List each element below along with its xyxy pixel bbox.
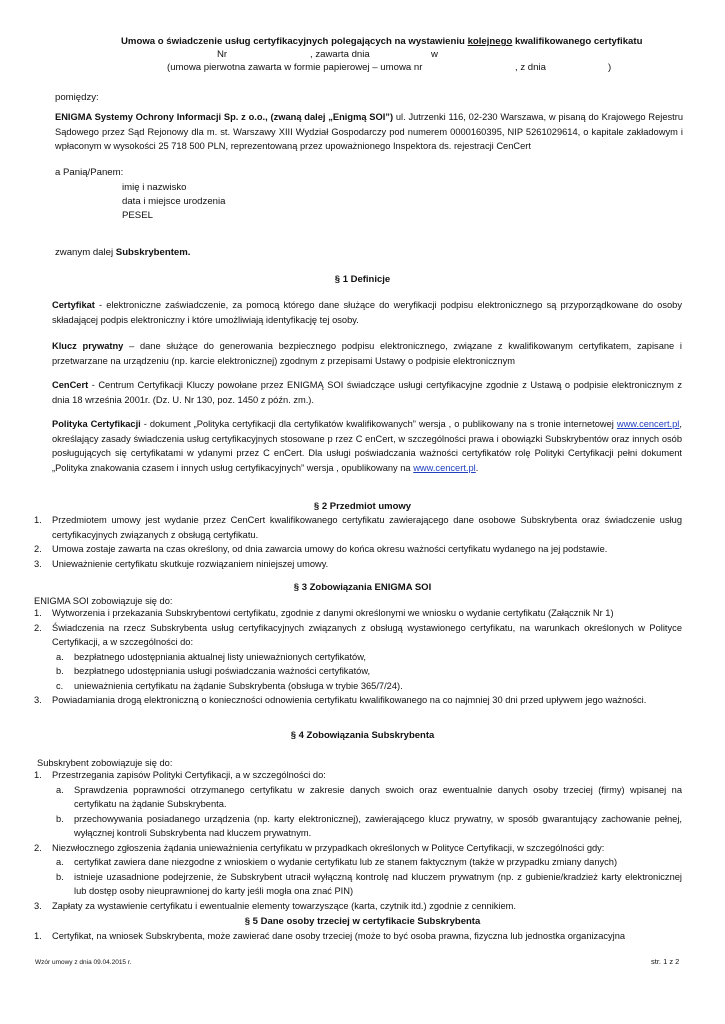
title-text-post: kwalifikowanego certyfikatu [512,36,643,47]
def-policy-part1: - dokument „Polityka certyfikacji dla certyfikatów kwalifikowanych” wersja , o publikowany na s tronie internetowej [140,419,617,429]
list-item: 3. Zapłaty za wystawienie certyfikatu i ewentualnie elementy towarzyszące (karta, czytnik itd.) zgodnie z cennikiem. [34,900,517,911]
list-item: 1. Certyfikat, na wniosek Subskrybenta, może zawierać dane osoby trzeciej (może to być osoba prawna, fizyczna lub jednostka organizacyjna [34,931,626,941]
between-label: pomiędzy: [55,92,99,103]
enigma-party-name: ENIGMA Systemy Ochrony Informacji Sp. z o.o., (zwaną dalej „Enigmą SOI”) [55,112,394,122]
contract-place-label: w [431,49,438,60]
enigma-party-details: ul. Jutrzenki 116, 02-230 Warszawa, w pisaną do Krajowego Rejestru Sądowego przez Sąd Rejonowy dla m. st. Warszawy XIII Wydział Gospodarczy pod numerem 0000160395, NIP 5261029614, o kapitale zakładowym i wpłaconym w wysokości 25 718 500 PLN, reprezentowaną przez upoważnionego Inspektora ds. rejestracji CenCert [55,112,683,151]
sub-list-item: a. Sprawdzenia poprawności otrzymanego certyfikatu w zakresie danych swoich oraz ewentualnie danych osoby trzeciej (firmy) wpisanej na certyfikatu na żądanie Subskrybenta. [56,784,682,809]
term-certificate: Certyfikat [52,300,95,310]
definition-policy [52,417,682,475]
subscriber-alias [55,247,190,259]
list-item: 2. Niezwłocznego zgłoszenia żądania unieważnienia certyfikatu w przypadkach określonych w Polityce Certyfikacji, w szczególności gdy: [34,842,605,853]
field-name: imię i nazwisko [122,182,187,193]
section-5-list [34,929,682,944]
field-birth: data i miejsce urodzenia [122,196,226,207]
section-2-list [34,513,682,571]
list-item: 2. Umowa zostaje zawarta na czas określony, od dnia zawarcia umowy do końca okresu ważności certyfikatu wydanego na jej podstawie. [34,544,608,554]
section-4-list [34,768,682,913]
original-contract-close: ) [608,62,612,73]
subscriber-party-label: a Panią/Panem: [55,167,124,178]
title-text-underlined: kolejnego [467,36,513,47]
term-cencert: CenCert [52,380,89,390]
definition-certificate [52,298,682,327]
def-private-key: – dane służące do generowania bezpiecznego podpisu elektronicznego, związane z kwalifikowanym certyfikatem, zapisane i przetwarzane na urządzeniu (np. karcie elektronicznej) zgodnym z przepisami Ustawy o podpisie elektronicznym [52,341,682,366]
cencert-link-1[interactable]: www.cencert.pl [616,419,680,429]
section-4-heading: § 4 Zobowiązania Subskrybenta [290,730,435,741]
title-text-pre: Umowa o świadczenie usług certyfikacyjnych polegających na wystawieniu [121,36,468,47]
original-contract-date-label: , z dnia [515,62,546,73]
footer-page-number: str. 1 z 2 [651,957,680,966]
footer-template-date: Wzór umowy z dnia 09.04.2015 r. [35,959,132,966]
section-3-intro: ENIGMA SOI zobowiązuje się do: [34,596,173,606]
original-contract-label: (umowa pierwotna zawarta w formie papierowej – umowa nr [167,62,423,73]
term-private-key: Klucz prywatny [52,341,124,351]
subscriber-alias-pre: zwanym dalej [55,247,116,258]
list-item: 3. Powiadamiania drogą elektroniczną o konieczności odnowienia certyfikatu kwalifikowanego na co najmniej 30 dni przed upływem jego ważności. [34,695,647,705]
sub-list-item: c. unieważnienia certyfikatu na żądanie Subskrybenta (obsługa w trybie 365/7/24). [56,680,403,691]
section-1-heading: § 1 Definicje [334,274,391,285]
def-certificate: - elektroniczne zaświadczenie, za pomocą którego dane służące do weryfikacji podpisu elektronicznego są przyporządkowane do osoby składającej podpis elektroniczny i które umożliwiają identyfikację tej osoby. [52,300,682,325]
list-item: 1. Przedmiotem umowy jest wydanie przez CenCert kwalifikowanego certyfikatu zawierającego dane osobowe Subskrybenta oraz świadczenie usług certyfikacyjnych związanych z obsługą certyfikatu. [34,515,682,540]
definition-cencert [52,378,682,407]
def-policy-part3: . [475,462,479,473]
sub-list-item: a. bezpłatnego udostępniania aktualnej listy unieważnionych certyfikatów, [56,651,367,662]
list-item: 3. Unieważnienie certyfikatu skutkuje rozwiązaniem niniejszej umowy. [34,558,329,569]
list-item: 2. Świadczenia na rzecz Subskrybenta usług certyfikacyjnych związanych z obsługą wystawionego certyfikatu, na warunkach określonych w Polityce Certyfikacji, a w szczególności do: [34,622,682,647]
sub-list-item: b. przechowywania posiadanego urządzenia (np. karty elektronicznej), zawierającego klucz prywatny, w sposób gwarantujący zachowanie pełnej, wyłącznej kontroli Subskrybenta nad kluczem prywatnym. [56,813,682,838]
def-cencert: - Centrum Certyfikacji Kluczy powołane przez ENIGMĄ SOI świadczące usługi certyfikacyjne zgodnie z Ustawą o podpisie elektronicznym z dnia 18 września 2001r. (Dz. U. Nr 130, poz. 1450 z późn. zm.). [52,380,682,405]
contract-title [121,36,642,48]
definition-private-key [52,339,682,368]
section-3-list [34,606,682,708]
sub-list-item: a. certyfikat zawiera dane niezgodne z wnioskiem o wydanie certyfikatu lub ze stanem faktycznym (także w przypadku zmiany danych) [56,857,618,867]
sub-list-item: b. istnieje uzasadnione podejrzenie, że Subskrybent utracił wyłączną kontrolę nad kluczem prywatnym (np. z gubienie/kradzież karty elektronicznej lub dostęp osoby nieuprawnionej do karty jeśli mogła ona znać PIN) [56,871,682,896]
enigma-party-paragraph [55,110,683,154]
cencert-link-2[interactable]: www.cencert.pl [413,462,476,473]
section-2-heading: § 2 Przedmiot umowy [313,501,412,512]
section-3-heading: § 3 Zobowiązania ENIGMA SOI [293,582,432,593]
section-5-heading: § 5 Dane osoby trzeciej w certyfikacie Subskrybenta [244,916,481,927]
term-policy: Polityka Certyfikacji [52,419,141,429]
contract-date-label: , zawarta dnia [310,49,370,60]
contract-number-label: Nr [217,49,228,60]
field-pesel: PESEL [122,210,153,221]
def-policy-part2: , określający zasady świadczenia usług certyfikacyjnych stosowane p rzez C enCert, w szczególności prawa i obowiązki Subskrybentów oraz innych osób posługujących się certyfikatami w ydanymi przez C enCert. Dla usługi poświadczania ważności certyfikatów rolę Polityki Certyfikacji pełni dokument „Polityka znakowania czasem i innych usług certyfikacyjnych” wersja , opublikowany na [52,419,682,473]
list-item: 1. Przestrzegania zapisów Polityki Certyfikacji, a w szczególności do: [34,770,326,780]
sub-list-item: b. bezpłatnego udostępniania usługi poświadczania ważności certyfikatów, [56,666,371,676]
list-item: 1. Wytworzenia i przekazania Subskrybentowi certyfikatu, zgodnie z danymi określonymi we wniosku o wydanie certyfikatu (Załącznik Nr 1) [34,608,614,618]
section-4-intro: Subskrybent zobowiązuje się do: [37,758,173,768]
subscriber-alias-bold: Subskrybentem. [115,247,191,258]
